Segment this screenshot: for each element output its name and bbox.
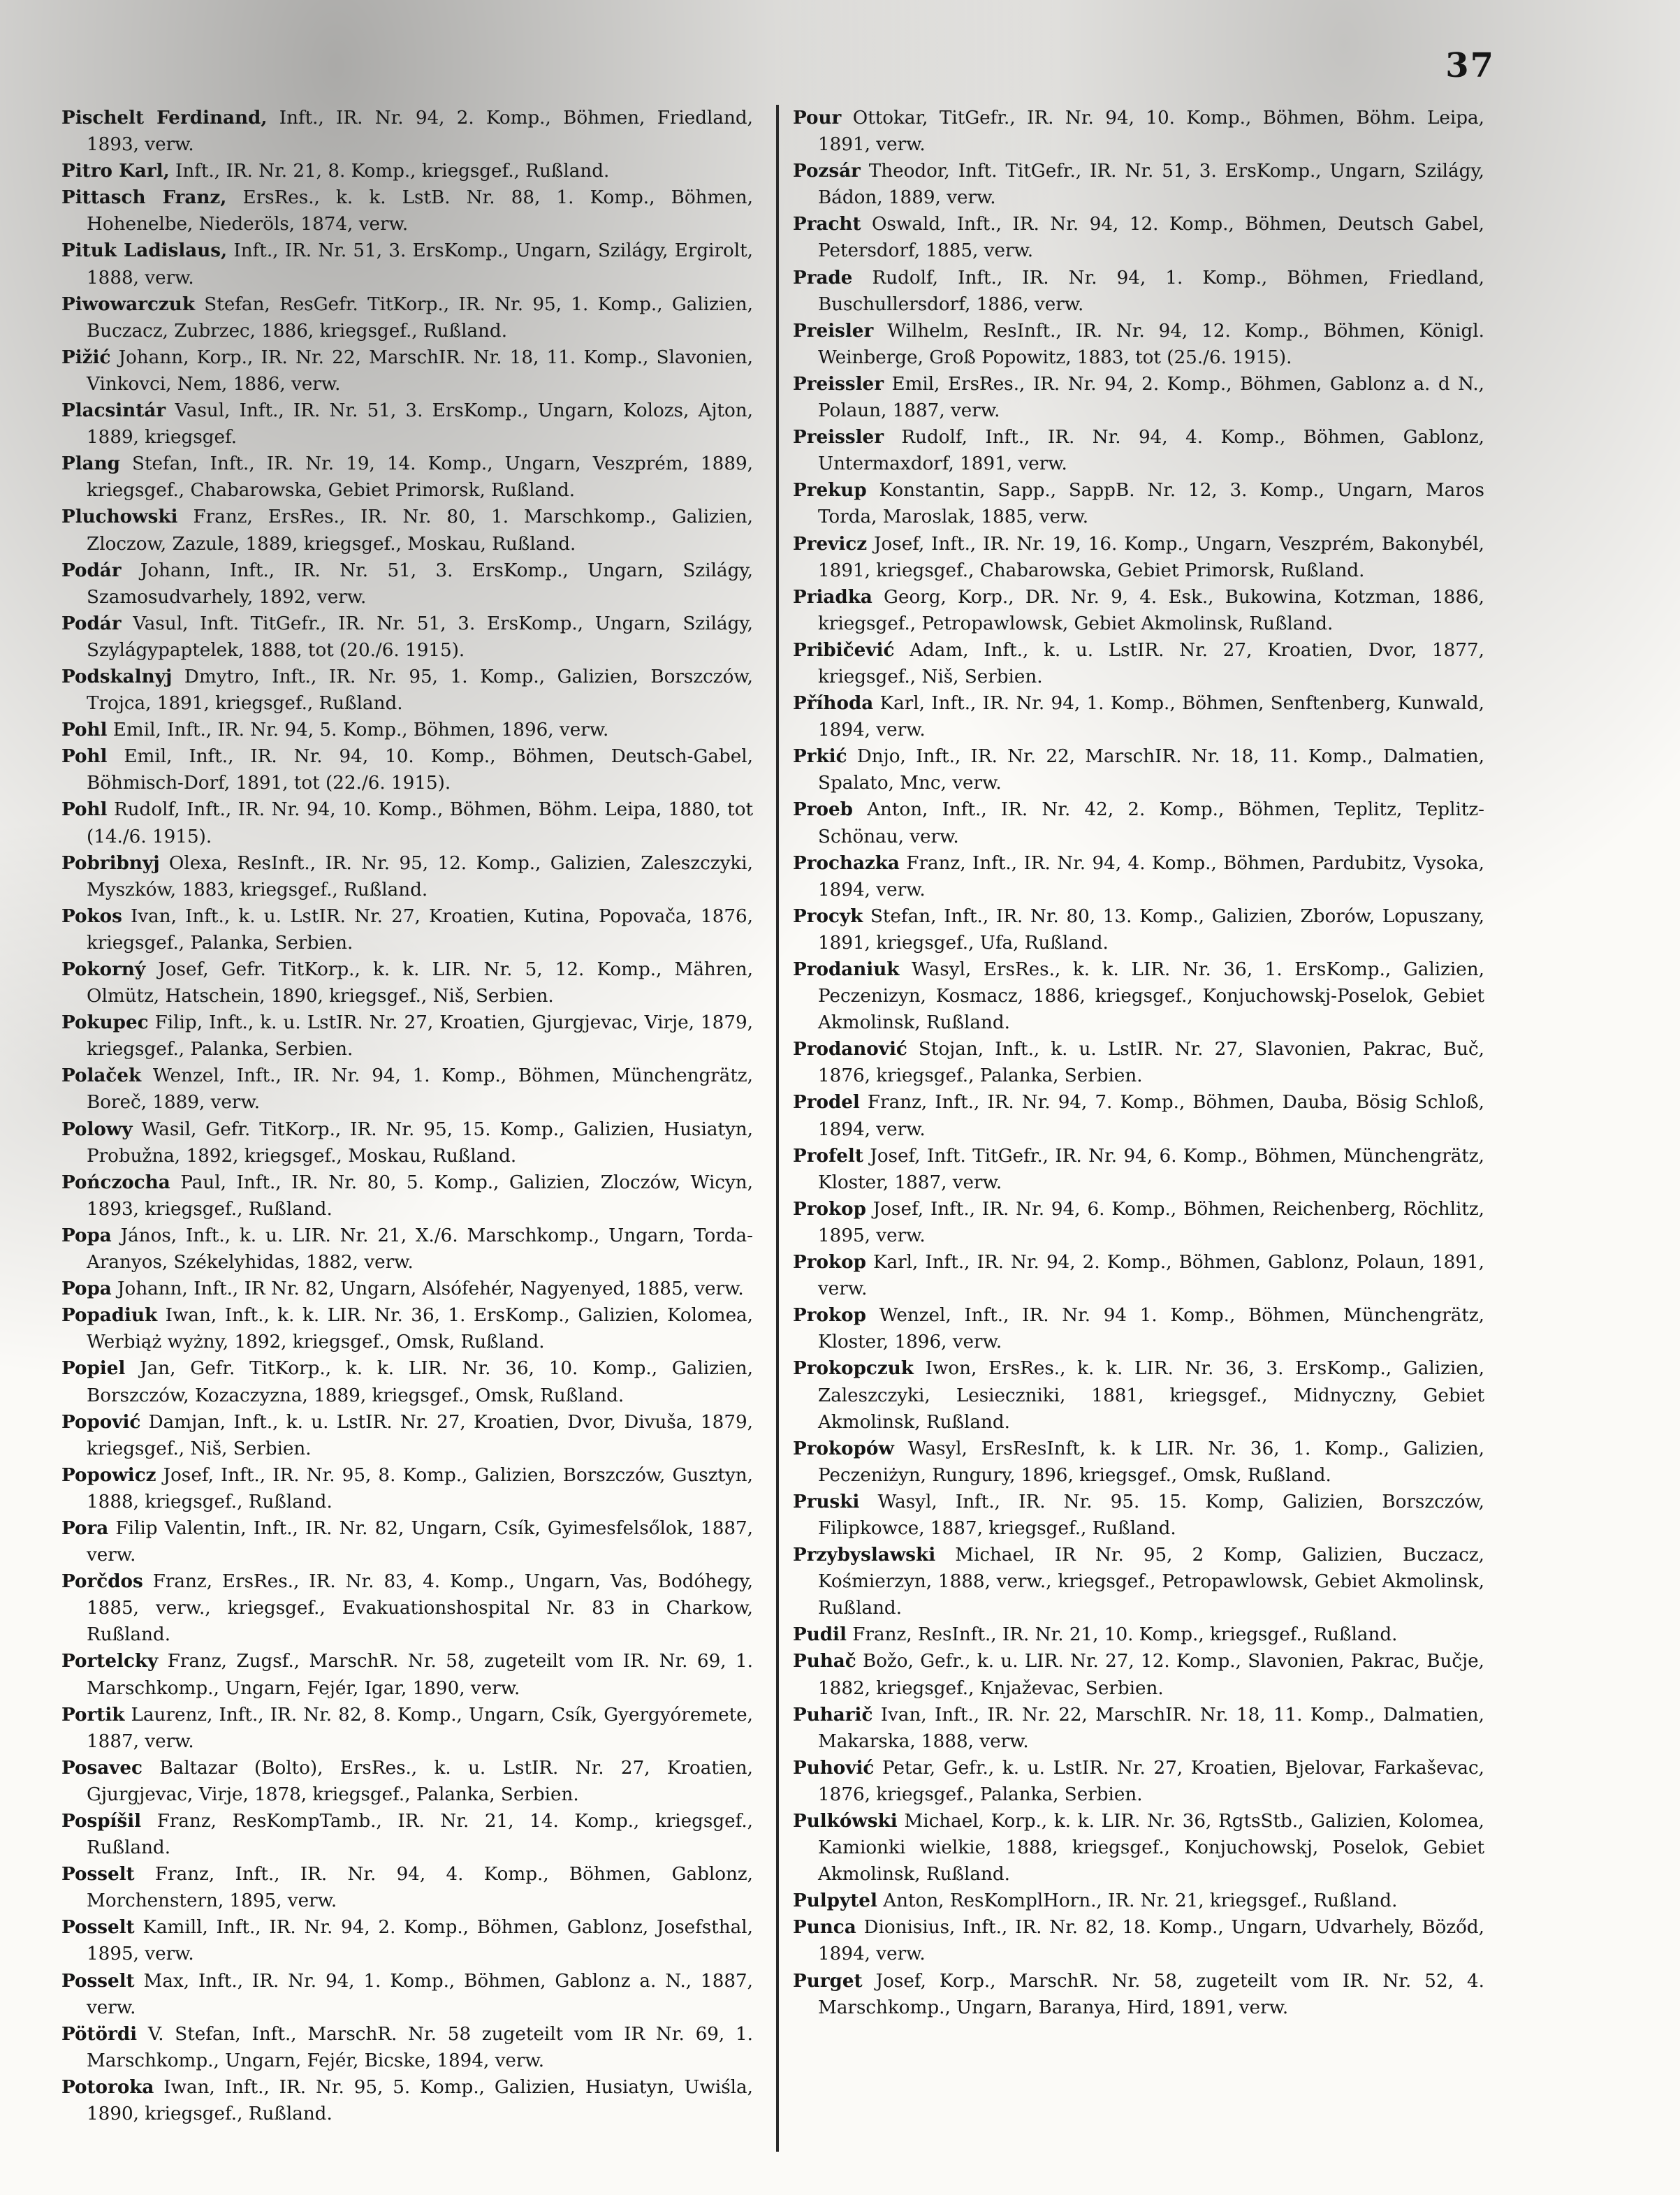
entry-details: Wenzel, Inft., IR. Nr. 94, 1. Komp., Böhmen, Münchengrätz, Boreč, 1889, verw. bbox=[87, 1065, 753, 1114]
entry-surname: Pończocha bbox=[61, 1171, 170, 1193]
entry-details: Kamill, Inft., IR. Nr. 94, 2. Komp., Böhmen, Gablonz, Josefsthal, 1895, verw. bbox=[87, 1917, 753, 1965]
register-entry bbox=[793, 796, 1484, 849]
entry-surname: Pötördi bbox=[61, 2022, 138, 2045]
entry-details: Baltazar (Bolto), ErsRes., k. u. LstIR. Nr. 27, Kroatien, Gjurgjevac, Virje, 1878, kriegsgef., Palanka, Serbien. bbox=[87, 1757, 753, 1805]
entry-surname: Prodaniuk bbox=[793, 958, 900, 980]
entry-details: Michael, IR Nr. 95, 2 Komp, Galizien, Buczacz, Kośmierzyn, 1888, verw., kriegsgef., Petropawlowsk, Gebiet Akmolinsk, Rußland. bbox=[818, 1545, 1484, 1619]
register-entry bbox=[61, 903, 753, 956]
register-entry bbox=[61, 184, 753, 238]
entry-details: Dnjo, Inft., IR. Nr. 22, MarschIR. Nr. 18, 11. Komp., Dalmatien, Spalato, Mnc, verw. bbox=[818, 746, 1484, 794]
entry-surname: Priadka bbox=[793, 585, 872, 608]
entry-details: Josef, Inft., IR. Nr. 95, 8. Komp., Galizien, Borszczów, Gusztyn, 1888, kriegsgef., Rußland. bbox=[87, 1464, 753, 1512]
entry-details: Petar, Gefr., k. u. LstIR. Nr. 27, Kroatien, Bjelovar, Farkaševac, 1876, kriegsgef., Palanka, Serbien. bbox=[818, 1757, 1484, 1805]
register-entry bbox=[793, 690, 1484, 743]
entry-surname: Posselt bbox=[61, 1863, 135, 1886]
entry-surname: Punca bbox=[793, 1916, 856, 1939]
entry-details: Wasil, Gefr. TitKorp., IR. Nr. 95, 15. Komp., Galizien, Husiatyn, Probužna, 1892, kriegsgef., Moskau, Rußland. bbox=[87, 1118, 753, 1167]
entry-details: Stefan, ResGefr. TitKorp., IR. Nr. 95, 1. Komp., Galizien, Buczacz, Zubrzec, 1886, kriegsgef., Rußland. bbox=[87, 293, 753, 342]
entry-surname: Pobribnyj bbox=[61, 852, 160, 874]
entry-details: Anton, Inft., IR. Nr. 42, 2. Komp., Böhmen, Teplitz, Teplitz-Schönau, verw. bbox=[818, 799, 1484, 847]
entry-surname: Pora bbox=[61, 1517, 109, 1539]
entry-details: Inft., IR. Nr. 21, 8. Komp., kriegsgef., Rußland. bbox=[169, 161, 610, 182]
register-entry bbox=[61, 1914, 753, 1967]
register-entry bbox=[793, 1089, 1484, 1142]
entry-surname: Posselt bbox=[61, 1916, 135, 1939]
register-entry bbox=[61, 105, 753, 158]
entry-details: V. Stefan, Inft., MarschR. Nr. 58 zugeteilt vom IR Nr. 69, 1. Marschkomp., Ungarn, Fejér, Bicske, 1894, verw. bbox=[87, 2023, 753, 2071]
register-entry bbox=[793, 1436, 1484, 1489]
register-entry bbox=[61, 850, 753, 903]
entry-surname: Pluchowski bbox=[61, 506, 178, 528]
entry-surname: Pitro Karl, bbox=[61, 160, 170, 182]
register-entry bbox=[793, 318, 1484, 371]
register-entry bbox=[61, 1648, 753, 1701]
register-entry bbox=[793, 158, 1484, 211]
entry-surname: Pittasch Franz, bbox=[61, 187, 227, 209]
entry-details: Emil, Inft., IR. Nr. 94, 10. Komp., Böhmen, Deutsch-Gabel, Böhmisch-Dorf, 1891, tot (22./6. 1915). bbox=[87, 746, 753, 794]
entry-details: Theodor, Inft. TitGefr., IR. Nr. 51, 3. ErsKomp., Ungarn, Szilágy, Bádon, 1889, verw. bbox=[818, 161, 1484, 209]
entry-surname: Pospíšil bbox=[61, 1810, 142, 1832]
entry-surname: Popović bbox=[61, 1410, 141, 1433]
register-entry bbox=[793, 743, 1484, 796]
entry-surname: Puhović bbox=[793, 1756, 875, 1779]
register-entry bbox=[61, 1302, 753, 1355]
register-entry bbox=[793, 211, 1484, 264]
entry-surname: Pohl bbox=[61, 719, 108, 741]
entry-details: Josef, Korp., MarschR. Nr. 58, zugeteilt vom IR. Nr. 52, 4. Marschkomp., Ungarn, Baranya, Hird, 1891, verw. bbox=[818, 1970, 1484, 2018]
entry-details: Božo, Gefr., k. u. LIR. Nr. 27, 12. Komp., Slavonien, Pakrac, Bučje, 1882, kriegsgef., Knjaževac, Serbien. bbox=[818, 1651, 1484, 1699]
register-entry bbox=[61, 1169, 753, 1223]
entry-surname: Prade bbox=[793, 266, 853, 289]
entry-surname: Prokopczuk bbox=[793, 1357, 914, 1380]
entry-details: Karl, Inft., IR. Nr. 94, 1. Komp., Böhmen, Senftenberg, Kunwald, 1894, verw. bbox=[818, 693, 1484, 741]
register-entry bbox=[793, 1755, 1484, 1808]
entry-surname: Polowy bbox=[61, 1118, 133, 1140]
register-entry bbox=[793, 1648, 1484, 1701]
entry-surname: Podár bbox=[61, 559, 122, 581]
register-entry bbox=[793, 584, 1484, 637]
entry-details: Iwan, Inft., k. k. LIR. Nr. 36, 1. ErsKomp., Galizien, Kolomea, Werbiąż wyżny, 1892, kriegsgef., Omsk, Rußland. bbox=[87, 1305, 753, 1353]
entry-surname: Purget bbox=[793, 1969, 863, 1992]
entry-surname: Potoroka bbox=[61, 2076, 154, 2098]
entry-surname: Prodel bbox=[793, 1091, 860, 1114]
entry-details: Franz, ResInft., IR. Nr. 21, 10. Komp., kriegsgef., Rußland. bbox=[846, 1624, 1398, 1646]
register-entry bbox=[61, 1276, 753, 1302]
entry-surname: Preisler bbox=[793, 319, 874, 342]
entry-details: Johann, Inft., IR Nr. 82, Ungarn, Alsófehér, Nagyenyed, 1885, verw. bbox=[111, 1278, 744, 1300]
entry-surname: Prokop bbox=[793, 1304, 866, 1327]
register-entry bbox=[793, 1968, 1484, 2021]
register-entry bbox=[61, 504, 753, 557]
entry-details: Franz, Zugsf., MarschR. Nr. 58, zugeteilt vom IR. Nr. 69, 1. Marschkomp., Ungarn, Fejér, Igar, 1890, verw. bbox=[87, 1651, 753, 1699]
entry-details: Johann, Korp., IR. Nr. 22, MarschIR. Nr. 18, 11. Komp., Slavonien, Vinkovci, Nem, 1886, verw. bbox=[87, 347, 753, 395]
register-entry bbox=[61, 344, 753, 398]
entry-details: Inft., IR. Nr. 94, 2. Komp., Böhmen, Friedland, 1893, verw. bbox=[87, 108, 754, 156]
register-entry bbox=[61, 1568, 753, 1648]
entry-details: Josef, Inft. TitGefr., IR. Nr. 94, 6. Komp., Böhmen, Münchengrätz, Kloster, 1887, verw. bbox=[818, 1145, 1484, 1193]
register-entry bbox=[61, 956, 753, 1009]
entry-details: Wasyl, ErsRes., k. k. LIR. Nr. 36, 1. ErsKomp., Galizien, Peczenizyn, Kosmacz, 1886, kriegsgef., Konjuchowskj-Poselok, Gebiet Akmolinsk, Rußland. bbox=[818, 959, 1484, 1034]
entry-details: Stojan, Inft., k. u. LstIR. Nr. 27, Slavonien, Pakrac, Buč, 1876, kriegsgef., Palanka, Serbien. bbox=[818, 1039, 1484, 1087]
entry-surname: Pulpytel bbox=[793, 1890, 877, 1912]
entry-details: Ivan, Inft., k. u. LstIR. Nr. 27, Kroatien, Kutina, Popovača, 1876, kriegsgef., Palanka, Serbien. bbox=[87, 905, 753, 954]
register-entry bbox=[793, 424, 1484, 477]
entry-surname: Pruski bbox=[793, 1490, 860, 1512]
entry-details: Damjan, Inft., k. u. LstIR. Nr. 27, Kroatien, Dvor, Divuša, 1879, kriegsgef., Niš, Serbien. bbox=[87, 1411, 753, 1459]
entry-details: Rudolf, Inft., IR. Nr. 94, 4. Komp., Böhmen, Gablonz, Untermaxdorf, 1891, verw. bbox=[818, 427, 1484, 475]
entry-details: Franz, Inft., IR. Nr. 94, 4. Komp., Böhmen, Pardubitz, Vysoka, 1894, verw. bbox=[818, 852, 1484, 900]
entry-surname: Prkić bbox=[793, 745, 847, 768]
entry-surname: Popiel bbox=[61, 1357, 126, 1380]
entry-details: Franz, ResKompTamb., IR. Nr. 21, 14. Komp., kriegsgef., Rußland. bbox=[87, 1811, 753, 1859]
entry-surname: Popadiuk bbox=[61, 1304, 158, 1327]
register-entry bbox=[61, 1116, 753, 1169]
entry-surname: Prodanović bbox=[793, 1038, 907, 1060]
entry-details: Wenzel, Inft., IR. Nr. 94 1. Komp., Böhmen, Münchengrätz, Kloster, 1896, verw. bbox=[818, 1305, 1484, 1353]
register-entry bbox=[61, 398, 753, 451]
register-entry bbox=[793, 1621, 1484, 1648]
register-entry bbox=[61, 1808, 753, 1861]
entry-surname: Polaček bbox=[61, 1065, 142, 1087]
register-entry bbox=[61, 238, 753, 291]
register-entry bbox=[793, 1302, 1484, 1355]
entry-surname: Posselt bbox=[61, 1969, 135, 1992]
register-entry bbox=[61, 1968, 753, 2021]
entry-details: Franz, ErsRes., IR. Nr. 80, 1. Marschkomp., Galizien, Zloczow, Zazule, 1889, kriegsgef., Moskau, Rußland. bbox=[87, 506, 753, 555]
register-entry bbox=[61, 1702, 753, 1755]
entry-details: Josef, Inft., IR. Nr. 94, 6. Komp., Böhmen, Reichenberg, Röchlitz, 1895, verw. bbox=[818, 1198, 1484, 1246]
register-entry bbox=[61, 664, 753, 717]
entry-surname: Puhač bbox=[793, 1650, 856, 1672]
entry-details: Paul, Inft., IR. Nr. 80, 5. Komp., Galizien, Zloczów, Wicyn, 1893, kriegsgef., Rußland. bbox=[87, 1172, 753, 1220]
entry-surname: Placsintár bbox=[61, 400, 166, 422]
right-column bbox=[793, 105, 1484, 2021]
entry-surname: Prokop bbox=[793, 1251, 866, 1274]
register-entry bbox=[61, 611, 753, 664]
entry-details: Josef, Inft., IR. Nr. 19, 16. Komp., Ungarn, Veszprém, Bakonybél, 1891, kriegsgef., Chabarowska, Gebiet Primorsk, Rußland. bbox=[818, 533, 1484, 581]
entry-surname: Prochazka bbox=[793, 852, 900, 874]
entry-surname: Popowicz bbox=[61, 1464, 156, 1486]
entry-surname: Podár bbox=[61, 612, 122, 634]
register-entry bbox=[793, 1888, 1484, 1914]
register-entry bbox=[61, 2021, 753, 2074]
entry-details: Jan, Gefr. TitKorp., k. k. LIR. Nr. 36, 10. Komp., Galizien, Borszczów, Kozaczyzna, 1889, kriegsgef., Omsk, Rußland. bbox=[87, 1358, 753, 1406]
register-entry bbox=[61, 1063, 753, 1116]
entry-details: Franz, Inft., IR. Nr. 94, 7. Komp., Böhmen, Dauba, Bösig Schloß, 1894, verw. bbox=[818, 1092, 1484, 1140]
register-entry bbox=[61, 743, 753, 796]
entry-details: Ivan, Inft., IR. Nr. 22, MarschIR. Nr. 18, 11. Komp., Dalmatien, Makarska, 1888, verw. bbox=[818, 1704, 1484, 1752]
entry-surname: Portik bbox=[61, 1703, 125, 1726]
register-entry bbox=[793, 1196, 1484, 1249]
register-entry bbox=[793, 1808, 1484, 1888]
entry-surname: Pituk Ladislaus, bbox=[61, 240, 228, 262]
entry-details: Adam, Inft., k. u. LstIR. Nr. 27, Kroatien, Dvor, 1877, kriegsgef., Niš, Serbien. bbox=[818, 639, 1484, 687]
column-divider bbox=[776, 105, 779, 2152]
entry-surname: Pokorný bbox=[61, 958, 146, 980]
entry-details: Oswald, Inft., IR. Nr. 94, 12. Komp., Böhmen, Deutsch Gabel, Petersdorf, 1885, verw. bbox=[818, 214, 1484, 262]
entry-surname: Plang bbox=[61, 453, 120, 475]
entry-details: Stefan, Inft., IR. Nr. 19, 14. Komp., Ungarn, Veszprém, 1889, kriegsgef., Chabarowska, Gebiet Primorsk, Rußland. bbox=[87, 453, 753, 502]
register-entry bbox=[61, 717, 753, 743]
entry-surname: Profelt bbox=[793, 1144, 863, 1167]
entry-details: ErsRes., k. k. LstB. Nr. 88, 1. Komp., Böhmen, Hohenelbe, Niederöls, 1874, verw. bbox=[87, 187, 753, 235]
entry-surname: Prekup bbox=[793, 479, 867, 502]
entry-details: Michael, Korp., k. k. LIR. Nr. 36, RgtsStb., Galizien, Kolomea, Kamionki wielkie, 1888, kriegsgef., Konjuchowskj, Poselok, Gebiet Akmolinsk, Rußland. bbox=[818, 1811, 1484, 1886]
register-entry bbox=[61, 1355, 753, 1408]
entry-details: Konstantin, Sapp., SappB. Nr. 12, 3. Komp., Ungarn, Maros Torda, Maroslak, 1885, verw. bbox=[818, 480, 1484, 528]
entry-surname: Puharič bbox=[793, 1703, 873, 1726]
entry-details: Iwan, Inft., IR. Nr. 95, 5. Komp., Galizien, Husiatyn, Uwiśla, 1890, kriegsgef., Rußland. bbox=[87, 2076, 753, 2125]
register-entry bbox=[61, 291, 753, 344]
entry-details: Emil, ErsRes., IR. Nr. 94, 2. Komp., Böhmen, Gablonz a. d N., Polaun, 1887, verw. bbox=[818, 373, 1484, 422]
register-entry bbox=[61, 1009, 753, 1063]
entry-surname: Pulkówski bbox=[793, 1810, 898, 1832]
entry-details: Wilhelm, ResInft., IR. Nr. 94, 12. Komp., Böhmen, Königl. Weinberge, Groß Popowitz, 1883, tot (25./6. 1915). bbox=[818, 320, 1484, 368]
register-entry bbox=[61, 1755, 753, 1808]
entry-surname: Portelcky bbox=[61, 1650, 159, 1672]
register-entry bbox=[793, 1702, 1484, 1755]
entry-surname: Příhoda bbox=[793, 692, 874, 715]
register-entry bbox=[793, 105, 1484, 158]
entry-details: Franz, ErsRes., IR. Nr. 83, 4. Komp., Ungarn, Vas, Bodóhegy, 1885, verw., kriegsgef., Evakuationshospital Nr. 83 in Charkow, Rußland. bbox=[87, 1571, 753, 1646]
register-entry bbox=[793, 531, 1484, 584]
entry-details: Anton, ResKomplHorn., IR. Nr. 21, kriegsgef., Rußland. bbox=[877, 1890, 1398, 1912]
entry-surname: Previcz bbox=[793, 532, 868, 555]
entry-details: Filip Valentin, Inft., IR. Nr. 82, Ungarn, Csík, Gyimesfelsőlok, 1887, verw. bbox=[87, 1517, 753, 1566]
entry-details: Wasyl, ErsResInft, k. k LIR. Nr. 36, 1. Komp., Galizien, Peczeniżyn, Rungury, 1896, kriegsgef., Omsk, Rußland. bbox=[818, 1438, 1484, 1486]
entry-details: Ottokar, TitGefr., IR. Nr. 94, 10. Komp., Böhmen, Böhm. Leipa, 1891, verw. bbox=[818, 108, 1484, 156]
register-entry bbox=[793, 265, 1484, 318]
entry-surname: Porčdos bbox=[61, 1570, 143, 1593]
entry-surname: Pohl bbox=[61, 745, 108, 768]
register-entry bbox=[793, 1489, 1484, 1542]
entry-details: Dmytro, Inft., IR. Nr. 95, 1. Komp., Galizien, Borszczów, Trojca, 1891, kriegsgef., Rußland. bbox=[87, 666, 753, 715]
entry-details: János, Inft., k. u. LIR. Nr. 21, X./6. Marschkomp., Ungarn, Torda-Aranyos, Székelyhidas, 1882, verw. bbox=[87, 1225, 753, 1274]
entry-surname: Preissler bbox=[793, 426, 884, 449]
entry-details: Stefan, Inft., IR. Nr. 80, 13. Komp., Galizien, Zborów, Lopuszany, 1891, kriegsgef., Ufa, Rußland. bbox=[818, 905, 1484, 954]
page-number: 37 bbox=[1445, 46, 1495, 85]
entry-surname: Pracht bbox=[793, 213, 861, 235]
entry-surname: Preissler bbox=[793, 372, 884, 395]
entry-details: Emil, Inft., IR. Nr. 94, 5. Komp., Böhmen, 1896, verw. bbox=[107, 720, 609, 741]
entry-details: Rudolf, Inft., IR. Nr. 94, 10. Komp., Böhmen, Böhm. Leipa, 1880, tot (14./6. 1915). bbox=[87, 799, 753, 847]
register-entry bbox=[61, 1409, 753, 1462]
register-entry bbox=[61, 1462, 753, 1515]
entry-details: Iwon, ErsRes., k. k. LIR. Nr. 36, 3. ErsKomp., Galizien, Zaleszczyki, Lesieczniki, 1881, kriegsgef., Midnyczny, Gebiet Akmolinsk, Rußland. bbox=[818, 1358, 1484, 1433]
entry-details: Olexa, ResInft., IR. Nr. 95, 12. Komp., Galizien, Zaleszczyki, Myszków, 1883, kriegsgef., Rußland. bbox=[87, 852, 753, 900]
entry-details: Max, Inft., IR. Nr. 94, 1. Komp., Böhmen, Gablonz a. N., 1887, verw. bbox=[87, 1970, 753, 2018]
register-entry bbox=[793, 477, 1484, 530]
entry-surname: Pischelt Ferdinand, bbox=[61, 107, 268, 129]
entry-details: Inft., IR. Nr. 51, 3. ErsKomp., Ungarn, Szilágy, Ergirolt, 1888, verw. bbox=[87, 240, 753, 289]
entry-surname: Podskalnyj bbox=[61, 665, 173, 687]
register-entry bbox=[793, 637, 1484, 690]
entry-details: Laurenz, Inft., IR. Nr. 82, 8. Komp., Ungarn, Csík, Gyergyóremete, 1887, verw. bbox=[87, 1704, 753, 1752]
register-entry bbox=[793, 850, 1484, 903]
register-entry bbox=[61, 796, 753, 849]
register-entry bbox=[61, 1223, 753, 1276]
entry-details: Karl, Inft., IR. Nr. 94, 2. Komp., Böhmen, Gablonz, Polaun, 1891, verw. bbox=[818, 1252, 1484, 1300]
entry-details: Georg, Korp., DR. Nr. 9, 4. Esk., Bukowina, Kotzman, 1886, kriegsgef., Petropawlowsk, Gebiet Akmolinsk, Rußland. bbox=[818, 586, 1484, 634]
entry-details: Franz, Inft., IR. Nr. 94, 4. Komp., Böhmen, Gablonz, Morchenstern, 1895, verw. bbox=[87, 1864, 753, 1912]
left-column bbox=[61, 105, 753, 2127]
entry-surname: Prokopów bbox=[793, 1437, 894, 1459]
register-entry bbox=[61, 158, 753, 184]
register-entry bbox=[61, 2074, 753, 2127]
entry-surname: Popa bbox=[61, 1224, 112, 1246]
register-entry bbox=[61, 1861, 753, 1914]
entry-surname: Pribičević bbox=[793, 639, 895, 661]
entry-surname: Popa bbox=[61, 1278, 112, 1300]
register-entry bbox=[793, 1914, 1484, 1967]
register-entry bbox=[793, 371, 1484, 424]
entry-surname: Przybyslawski bbox=[793, 1544, 936, 1566]
entry-surname: Pokos bbox=[61, 905, 122, 927]
entry-surname: Prokop bbox=[793, 1197, 866, 1220]
entry-surname: Pudil bbox=[793, 1624, 847, 1646]
register-entry bbox=[61, 557, 753, 611]
register-entry bbox=[793, 903, 1484, 956]
entry-details: Johann, Inft., IR. Nr. 51, 3. ErsKomp., Ungarn, Szilágy, Szamosudvarhely, 1892, verw. bbox=[87, 560, 753, 608]
entry-details: Vasul, Inft., IR. Nr. 51, 3. ErsKomp., Ungarn, Kolozs, Ajton, 1889, kriegsgef. bbox=[87, 400, 753, 449]
register-entry bbox=[61, 1515, 753, 1568]
register-entry bbox=[793, 1542, 1484, 1621]
entry-surname: Piwowarczuk bbox=[61, 293, 195, 315]
entry-surname: Pohl bbox=[61, 798, 108, 821]
entry-details: Filip, Inft., k. u. LstIR. Nr. 27, Kroatien, Gjurgjevac, Virje, 1879, kriegsgef., Palanka, Serbien. bbox=[87, 1012, 753, 1060]
entry-surname: Posavec bbox=[61, 1756, 143, 1779]
entry-surname: Proeb bbox=[793, 798, 853, 821]
entry-details: Vasul, Inft. TitGefr., IR. Nr. 51, 3. ErsKomp., Ungarn, Szilágy, Szylágypaptelek, 1888, tot (20./6. 1915). bbox=[87, 613, 753, 661]
entry-surname: Procyk bbox=[793, 905, 863, 927]
entry-surname: Pour bbox=[793, 107, 842, 129]
register-entry bbox=[793, 1355, 1484, 1435]
register-entry bbox=[61, 451, 753, 504]
entry-details: Rudolf, Inft., IR. Nr. 94, 1. Komp., Böhmen, Friedland, Buschullersdorf, 1886, verw. bbox=[818, 267, 1484, 315]
entry-surname: Pokupec bbox=[61, 1012, 149, 1034]
register-entry bbox=[793, 956, 1484, 1036]
entry-details: Wasyl, Inft., IR. Nr. 95. 15. Komp, Galizien, Borszczów, Filipkowce, 1887, kriegsgef., Rußland. bbox=[818, 1491, 1484, 1539]
entry-surname: Pižić bbox=[61, 346, 111, 368]
entry-surname: Pozsár bbox=[793, 160, 861, 182]
entry-details: Dionisius, Inft., IR. Nr. 82, 18. Komp., Ungarn, Udvarhely, Böződ, 1894, verw. bbox=[818, 1917, 1484, 1965]
register-entry bbox=[793, 1036, 1484, 1089]
entry-details: Josef, Gefr. TitKorp., k. k. LIR. Nr. 5, 12. Komp., Mähren, Olmütz, Hatschein, 1890, kriegsgef., Niš, Serbien. bbox=[87, 959, 753, 1007]
register-entry bbox=[793, 1143, 1484, 1196]
register-entry bbox=[793, 1249, 1484, 1302]
